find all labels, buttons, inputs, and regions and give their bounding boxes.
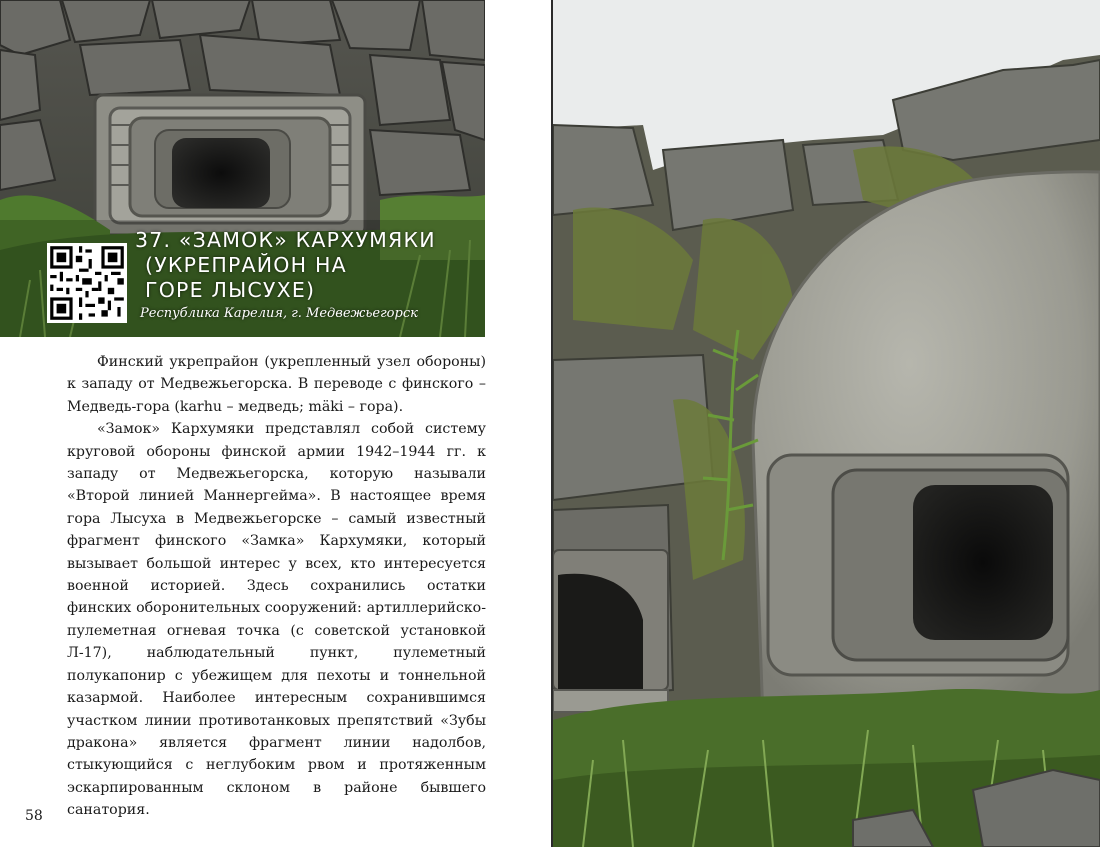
title-line-3: ГОРЕ ЛЫСУХЕ): [145, 278, 316, 302]
location-caption: Республика Карелия, г. Медвежьегорск: [140, 306, 418, 321]
article-body: [67, 351, 486, 822]
qr-code-pattern: [47, 243, 127, 323]
page-number: 58: [25, 808, 43, 824]
bunker-closeup-photo: [553, 0, 1100, 847]
header-photo: [0, 0, 485, 337]
title-line-1: 37. «ЗАМОК» КАРХУМЯКИ: [135, 228, 436, 252]
article-title: [135, 228, 475, 303]
title-line-2: (УКРЕПРАЙОН НА: [145, 253, 347, 277]
qr-code-icon[interactable]: [47, 243, 127, 323]
paragraph: Финский укрепрайон (укрепленный узел обороны) к западу от Медвежьегорска. В переводе с финского – Медведь-гора (karhu – медведь; mäki – гора).: [67, 354, 486, 415]
right-page-photo: [553, 0, 1100, 847]
paragraph: «Замок» Кархумяки представлял собой систему круговой обороны финской армии 1942–1944 гг. к западу от Медвежьегорска, которую называли «Второй линией Маннергейма». В настоящее время гора Лысуха в Медвежьегорске – самый известный фрагмент финского «Замка» Кархумяки, который вызывает большой интерес у всех, кто интересуется военной историей. Здесь сохранились остатки финских оборонительных сооружений: артиллерийско-пулеметная огневая точка (с советской установкой Л-17), наблюдательный пункт, пулеметный полукапонир с убежищем для пехоты и тоннельной казармой. Наиболее интересным сохранившимся участком линии противотанковых препятствий «Зубы дракона» является фрагмент линии надолбов, стыкующийся с неглубоким рвом и протяженным эскарпированным склоном в районе бывшего санатория.: [67, 421, 486, 819]
